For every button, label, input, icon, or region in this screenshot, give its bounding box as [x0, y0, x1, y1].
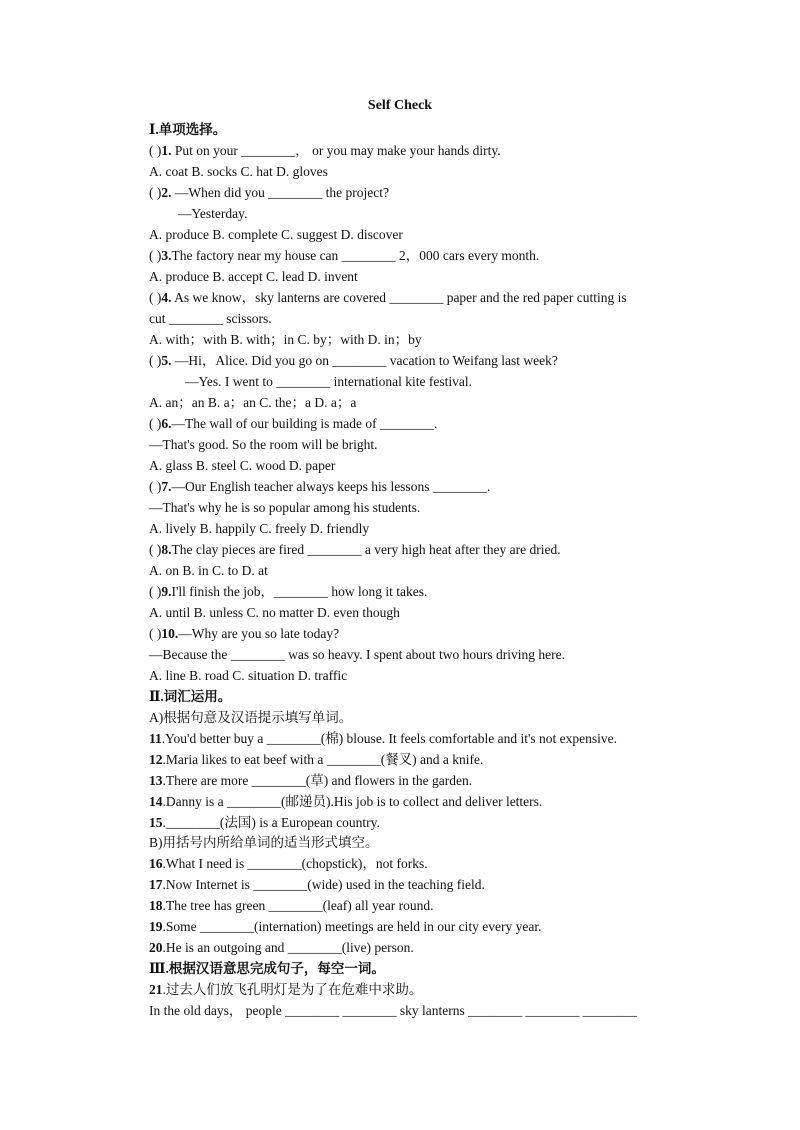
question-1: ( )1. Put on your ________， or you may make your hands dirty. [149, 143, 501, 158]
question-2: ( )2. —When did you ________ the project? [149, 185, 389, 200]
question-18: 18.The tree has green ________(leaf) all year round. [149, 898, 434, 913]
question-9-options: A. until B. unless C. no matter D. even though [149, 605, 400, 620]
question-7-options: A. lively B. happily C. freely D. friendly [149, 521, 370, 536]
question-5-options: A. an；an B. a；an C. the；a D. a；a [149, 395, 357, 410]
question-4: ( )4. As we know，sky lanterns are covered ________ paper and the red paper cutting is [149, 290, 627, 305]
question-20: 20.He is an outgoing and ________(live) person. [149, 940, 414, 955]
question-5-answer-line: —Yes. I went to ________ international kite festival. [185, 374, 472, 389]
question-16: 16.What I need is ________(chopstick)，not forks. [149, 856, 428, 871]
question-14: 14.Danny is a ________(邮递员).His job is to collect and deliver letters. [149, 794, 543, 809]
section-2-part-a-instruction: A)根据句意及汉语提示填写单词。 [149, 710, 353, 725]
section-1-heading: Ⅰ.单项选择。 [149, 122, 227, 137]
section-2-heading: Ⅱ.词汇运用。 [149, 689, 232, 704]
question-11: 11.You'd better buy a ________(棉) blouse. It feels comfortable and it's not expensive. [149, 731, 618, 746]
question-21-english: In the old days， people ________ ________ sky lanterns ________ ________ ________ [149, 1003, 637, 1018]
question-4-continued: cut ________ scissors. [149, 311, 272, 326]
question-6-options: A. glass B. steel C. wood D. paper [149, 458, 336, 473]
question-7: ( )7.—Our English teacher always keeps his lessons ________. [149, 479, 491, 494]
question-4-options: A. with；with B. with；in C. by；with D. in；by [149, 332, 422, 347]
question-15: 15.________(法国) is a European country. [149, 815, 380, 830]
section-2-part-b-instruction: B)用括号内所给单词的适当形式填空。 [149, 835, 379, 850]
question-13: 13.There are more ________(草) and flowers in the garden. [149, 773, 473, 788]
section-3-heading: Ⅲ.根据汉语意思完成句子，每空一词。 [149, 961, 385, 976]
question-1-options: A. coat B. socks C. hat D. gloves [149, 164, 328, 179]
question-6: ( )6.—The wall of our building is made of ________. [149, 416, 438, 431]
question-10: ( )10.—Why are you so late today? [149, 626, 340, 641]
question-2-options: A. produce B. complete C. suggest D. discover [149, 227, 403, 242]
question-21: 21.过去人们放飞孔明灯是为了在危难中求助。 [149, 982, 423, 997]
question-6-answer-line: —That's good. So the room will be bright. [149, 437, 378, 452]
question-3-options: A. produce B. accept C. lead D. invent [149, 269, 358, 284]
question-8: ( )8.The clay pieces are fired ________ a very high heat after they are dried. [149, 542, 561, 557]
question-8-options: A. on B. in C. to D. at [149, 563, 268, 578]
question-19: 19.Some ________(internation) meetings are held in our city every year. [149, 919, 542, 934]
question-17: 17.Now Internet is ________(wide) used in the teaching field. [149, 877, 485, 892]
question-7-answer-line: —That's why he is so popular among his students. [149, 500, 421, 515]
question-3: ( )3.The factory near my house can ________ 2，000 cars every month. [149, 248, 540, 263]
question-10-options: A. line B. road C. situation D. traffic [149, 668, 348, 683]
question-2-answer-line: —Yesterday. [178, 206, 248, 221]
question-12: 12.Maria likes to eat beef with a ________(餐叉) and a knife. [149, 752, 484, 767]
question-9: ( )9.I'll finish the job，________ how long it takes. [149, 584, 428, 599]
question-10-answer-line: —Because the ________ was so heavy. I spent about two hours driving here. [149, 647, 566, 662]
question-5: ( )5. —Hi，Alice. Did you go on ________ vacation to Weifang last week? [149, 353, 558, 368]
page-title: Self Check [367, 98, 433, 113]
